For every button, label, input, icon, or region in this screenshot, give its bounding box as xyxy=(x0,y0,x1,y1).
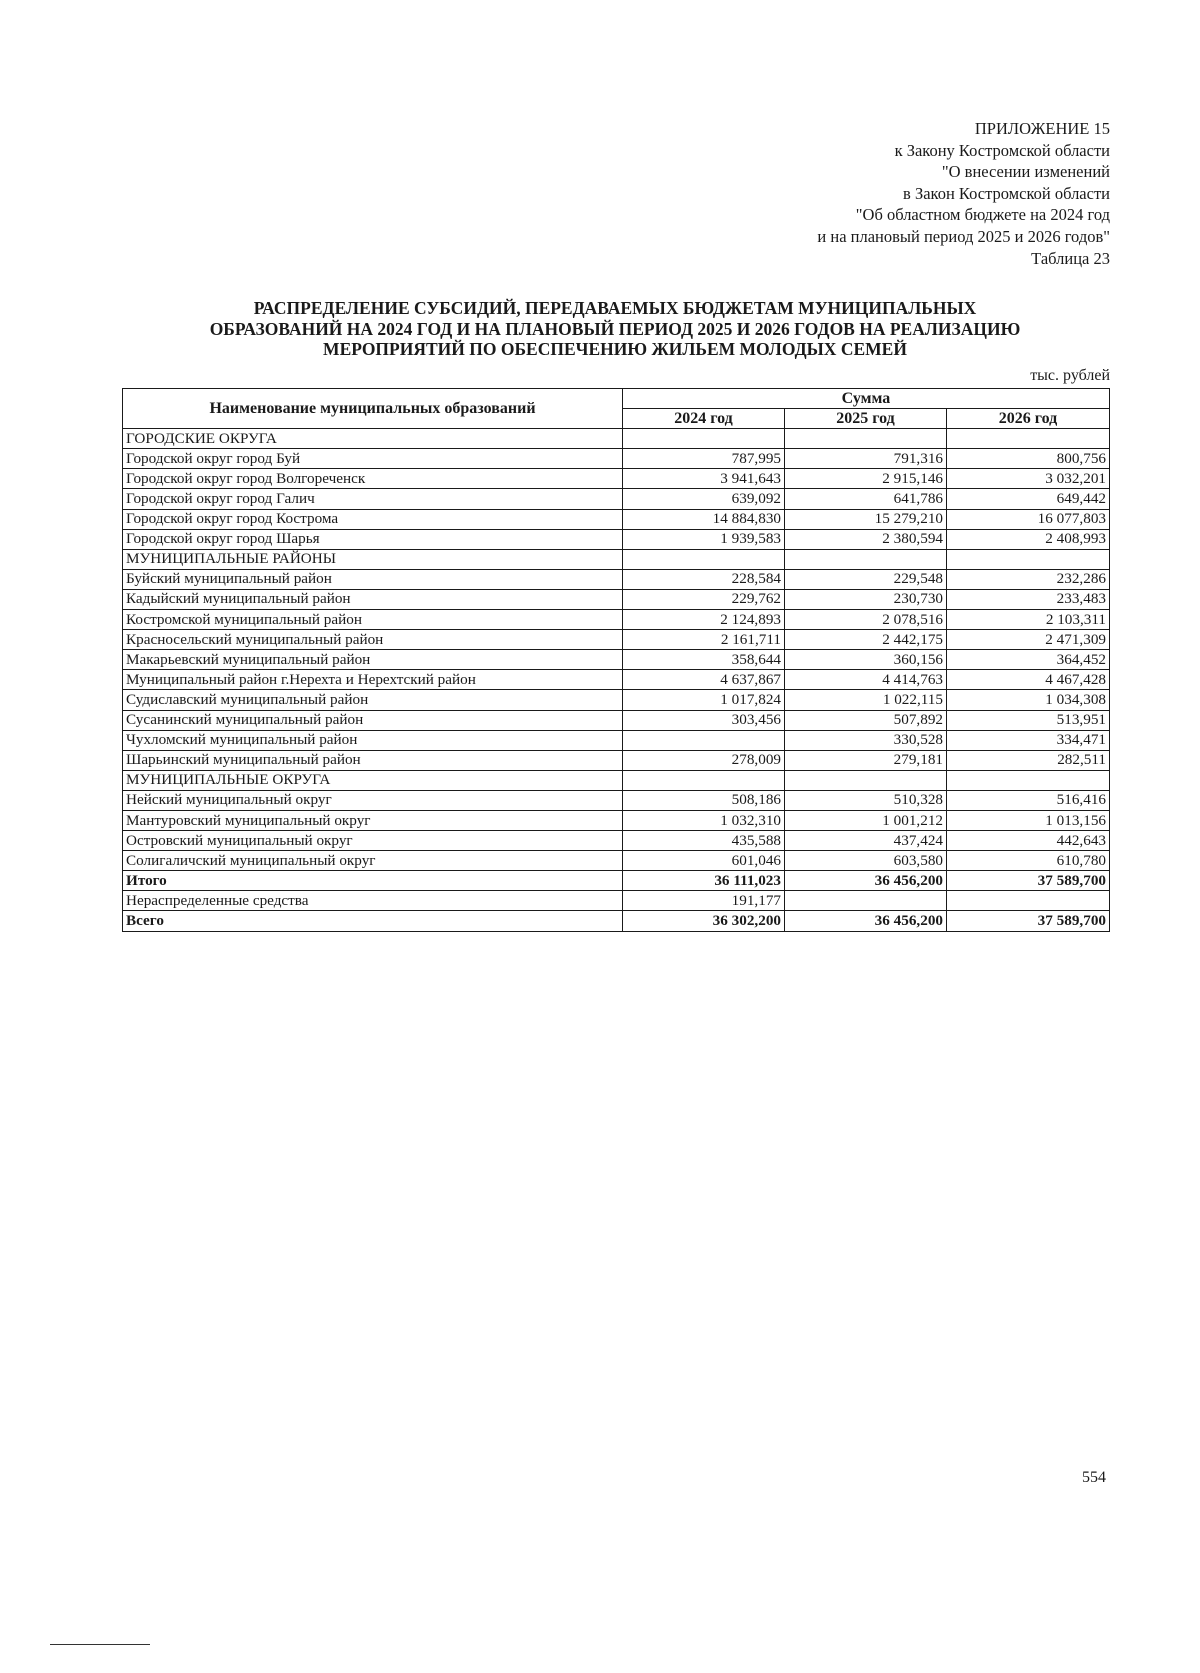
amount-2026: 2 408,993 xyxy=(947,529,1110,549)
column-header-name: Наименование муниципальных образований xyxy=(123,389,623,429)
table-row xyxy=(123,790,1110,810)
amount-2024: 36 302,200 xyxy=(623,911,785,931)
amount-2024: 278,009 xyxy=(623,750,785,770)
table-row xyxy=(123,690,1110,710)
appendix-line: "Об областном бюджете на 2024 год xyxy=(855,205,1110,225)
table-row xyxy=(123,670,1110,690)
amount-2026: 513,951 xyxy=(947,710,1110,730)
table-row xyxy=(123,810,1110,830)
amount-2025: 330,528 xyxy=(785,730,947,750)
table-row xyxy=(123,750,1110,770)
municipality-name: Нераспределенные средства xyxy=(123,891,623,911)
table-row xyxy=(123,710,1110,730)
amount-2026: 1 034,308 xyxy=(947,690,1110,710)
units-label: тыс. рублей xyxy=(1030,367,1110,384)
amount-2026 xyxy=(947,891,1110,911)
amount-2024: 639,092 xyxy=(623,489,785,509)
municipality-name: Муниципальный район г.Нерехта и Нерехтский район xyxy=(123,670,623,690)
amount-2026: 516,416 xyxy=(947,790,1110,810)
column-header-2026: 2026 год xyxy=(947,409,1110,429)
section-row xyxy=(123,770,1110,790)
amount-2026: 2 103,311 xyxy=(947,610,1110,630)
municipality-name: Чухломский муниципальный район xyxy=(123,730,623,750)
amount-2026: 334,471 xyxy=(947,730,1110,750)
column-header-2024: 2024 год xyxy=(623,409,785,429)
amount-2026: 3 032,201 xyxy=(947,469,1110,489)
title-line: РАСПРЕДЕЛЕНИЕ СУБСИДИЙ, ПЕРЕДАВАЕМЫХ БЮДЖЕТАМ МУНИЦИПАЛЬНЫХ xyxy=(253,298,977,318)
table-row xyxy=(123,489,1110,509)
table-row xyxy=(123,610,1110,630)
amount-2025: 603,580 xyxy=(785,851,947,871)
municipality-name: Городской округ город Буй xyxy=(123,449,623,469)
appendix-line: ПРИЛОЖЕНИЕ 15 xyxy=(974,119,1110,138)
document-title xyxy=(120,298,1110,360)
municipality-name: Красносельский муниципальный район xyxy=(123,630,623,650)
total-row xyxy=(123,871,1110,891)
amount-2025: 437,424 xyxy=(785,831,947,851)
amount-2026 xyxy=(947,549,1110,569)
amount-2024: 228,584 xyxy=(623,569,785,589)
municipality-name: Солигаличский муниципальный округ xyxy=(123,851,623,871)
table-row xyxy=(123,650,1110,670)
municipality-name: Городской округ город Волгореченск xyxy=(123,469,623,489)
amount-2025: 279,181 xyxy=(785,750,947,770)
amount-2024: 787,995 xyxy=(623,449,785,469)
amount-2025: 2 915,146 xyxy=(785,469,947,489)
municipality-name: Городской округ город Кострома xyxy=(123,509,623,529)
amount-2024: 1 939,583 xyxy=(623,529,785,549)
amount-2024: 435,588 xyxy=(623,831,785,851)
amount-2026: 1 013,156 xyxy=(947,810,1110,830)
amount-2026: 610,780 xyxy=(947,851,1110,871)
amount-2024: 2 124,893 xyxy=(623,610,785,630)
municipality-name: Итого xyxy=(123,871,623,891)
section-label: ГОРОДСКИЕ ОКРУГА xyxy=(123,429,623,449)
amount-2024 xyxy=(623,730,785,750)
amount-2025: 641,786 xyxy=(785,489,947,509)
table-row xyxy=(123,831,1110,851)
amount-2025: 4 414,763 xyxy=(785,670,947,690)
amount-2025 xyxy=(785,891,947,911)
amount-2024: 508,186 xyxy=(623,790,785,810)
amount-2025: 36 456,200 xyxy=(785,911,947,931)
amount-2024 xyxy=(623,549,785,569)
amount-2025: 2 078,516 xyxy=(785,610,947,630)
municipality-name: Буйский муниципальный район xyxy=(123,569,623,589)
amount-2025: 2 380,594 xyxy=(785,529,947,549)
appendix-line: к Закону Костромской области xyxy=(894,140,1110,160)
amount-2024: 303,456 xyxy=(623,710,785,730)
section-label: МУНИЦИПАЛЬНЫЕ РАЙОНЫ xyxy=(123,549,623,569)
amount-2026: 233,483 xyxy=(947,589,1110,609)
municipality-name: Макарьевский муниципальный район xyxy=(123,650,623,670)
amount-2024: 1 017,824 xyxy=(623,690,785,710)
amount-2024 xyxy=(623,770,785,790)
page-number: 554 xyxy=(1082,1469,1106,1486)
amount-2024: 601,046 xyxy=(623,851,785,871)
amount-2025: 36 456,200 xyxy=(785,871,947,891)
appendix-line: в Закон Костромской области xyxy=(903,183,1110,203)
municipality-name: Сусанинский муниципальный район xyxy=(123,710,623,730)
total-row xyxy=(123,911,1110,931)
table-row xyxy=(123,449,1110,469)
table-row xyxy=(123,851,1110,871)
table-row xyxy=(123,469,1110,489)
footer-rule xyxy=(50,1644,150,1645)
amount-2026: 442,643 xyxy=(947,831,1110,851)
appendix-line: "О внесении изменений xyxy=(941,162,1110,182)
municipality-name: Шарьинский муниципальный район xyxy=(123,750,623,770)
amount-2025 xyxy=(785,429,947,449)
appendix-line: и на плановый период 2025 и 2026 годов" xyxy=(817,226,1110,246)
table-row xyxy=(123,529,1110,549)
municipality-name: Нейский муниципальный округ xyxy=(123,790,623,810)
table-row xyxy=(123,509,1110,529)
table-row xyxy=(123,730,1110,750)
table-row xyxy=(123,589,1110,609)
amount-2025: 15 279,210 xyxy=(785,509,947,529)
amount-2025: 229,548 xyxy=(785,569,947,589)
amount-2026: 232,286 xyxy=(947,569,1110,589)
municipality-name: Островский муниципальный округ xyxy=(123,831,623,851)
municipality-name: Судиславский муниципальный район xyxy=(123,690,623,710)
amount-2026 xyxy=(947,770,1110,790)
amount-2025 xyxy=(785,770,947,790)
title-line: ОБРАЗОВАНИЙ НА 2024 ГОД И НА ПЛАНОВЫЙ ПЕРИОД 2025 И 2026 ГОДОВ НА РЕАЛИЗАЦИЮ xyxy=(209,318,1021,339)
column-header-2025: 2025 год xyxy=(785,409,947,429)
subsidy-table xyxy=(122,388,1110,932)
amount-2025: 360,156 xyxy=(785,650,947,670)
amount-2024: 4 637,867 xyxy=(623,670,785,690)
header-row xyxy=(123,389,1110,409)
amount-2026: 37 589,700 xyxy=(947,871,1110,891)
amount-2024: 229,762 xyxy=(623,589,785,609)
section-row xyxy=(123,429,1110,449)
amount-2024: 1 032,310 xyxy=(623,810,785,830)
amount-2025: 1 022,115 xyxy=(785,690,947,710)
amount-2025: 510,328 xyxy=(785,790,947,810)
table-body xyxy=(123,429,1110,931)
table-row xyxy=(123,891,1110,911)
amount-2024: 14 884,830 xyxy=(623,509,785,529)
municipality-name: Городской округ город Шарья xyxy=(123,529,623,549)
amount-2026 xyxy=(947,429,1110,449)
amount-2025: 2 442,175 xyxy=(785,630,947,650)
table-row xyxy=(123,630,1110,650)
amount-2026: 364,452 xyxy=(947,650,1110,670)
amount-2024: 3 941,643 xyxy=(623,469,785,489)
amount-2024: 358,644 xyxy=(623,650,785,670)
amount-2026: 16 077,803 xyxy=(947,509,1110,529)
amount-2024: 191,177 xyxy=(623,891,785,911)
amount-2024 xyxy=(623,429,785,449)
section-row xyxy=(123,549,1110,569)
municipality-name: Всего xyxy=(123,911,623,931)
amount-2026: 800,756 xyxy=(947,449,1110,469)
municipality-name: Кадыйский муниципальный район xyxy=(123,589,623,609)
section-label: МУНИЦИПАЛЬНЫЕ ОКРУГА xyxy=(123,770,623,790)
municipality-name: Городской округ город Галич xyxy=(123,489,623,509)
amount-2025: 507,892 xyxy=(785,710,947,730)
amount-2026: 4 467,428 xyxy=(947,670,1110,690)
municipality-name: Мантуровский муниципальный округ xyxy=(123,810,623,830)
amount-2026: 37 589,700 xyxy=(947,911,1110,931)
amount-2025 xyxy=(785,549,947,569)
amount-2024: 36 111,023 xyxy=(623,871,785,891)
amount-2025: 791,316 xyxy=(785,449,947,469)
table-row xyxy=(123,569,1110,589)
amount-2025: 1 001,212 xyxy=(785,810,947,830)
amount-2024: 2 161,711 xyxy=(623,630,785,650)
column-header-sum: Сумма xyxy=(623,389,1110,409)
amount-2025: 230,730 xyxy=(785,589,947,609)
appendix-header xyxy=(817,118,1110,269)
title-line: МЕРОПРИЯТИЙ ПО ОБЕСПЕЧЕНИЮ ЖИЛЬЕМ МОЛОДЫХ СЕМЕЙ xyxy=(323,339,907,359)
municipality-name: Костромской муниципальный район xyxy=(123,610,623,630)
table-number: Таблица 23 xyxy=(1031,248,1110,268)
amount-2026: 2 471,309 xyxy=(947,630,1110,650)
amount-2026: 649,442 xyxy=(947,489,1110,509)
amount-2026: 282,511 xyxy=(947,750,1110,770)
